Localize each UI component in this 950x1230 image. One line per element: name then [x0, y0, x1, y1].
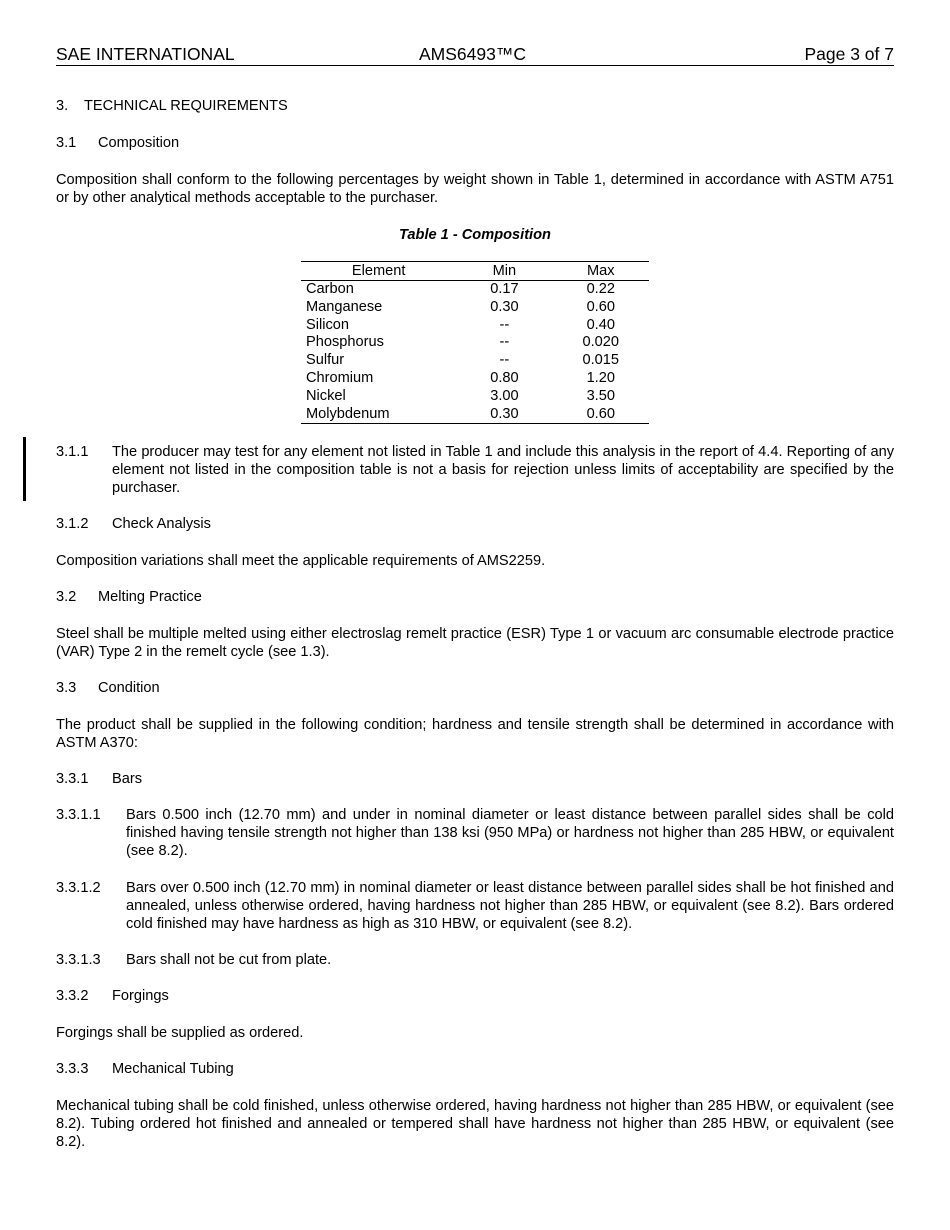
section-3-heading	[56, 97, 894, 115]
composition-table	[301, 261, 649, 424]
element-cell: Sulfur	[306, 352, 345, 369]
section-text: Bars over 0.500 inch (12.70 mm) in nominal diameter or least distance between parallel sides shall be hot finished and annealed, unless otherwise ordered, having hardness not higher than 285 HBW, or equivalent (see 8.2). Bars ordered cold finished may have hardness as high as 310 HBW, or equivalent (see 8.2).	[126, 880, 894, 932]
max-cell: 3.50	[586, 387, 615, 404]
max-cell: 0.020	[582, 334, 620, 351]
table-row	[301, 370, 649, 388]
melting-practice-paragraph: Steel shall be multiple melted using either electroslag remelt practice (ESR) Type 1 or vacuum arc consumable electrode practice (VAR) Type 2 in the remelt cycle (see 1.3).	[56, 626, 894, 660]
composition-paragraph: Composition shall conform to the following percentages by weight shown in Table 1, determined in accordance with ASTM A751 or by other analytical methods acceptable to the purchaser.	[56, 172, 894, 206]
section-title: Check Analysis	[112, 516, 211, 532]
min-cell: 3.00	[490, 387, 519, 404]
element-cell: Carbon	[306, 281, 354, 297]
table-row	[301, 317, 649, 335]
mechanical-tubing-paragraph: Mechanical tubing shall be cold finished, unless otherwise ordered, having hardness not higher than 285 HBW, or equivalent (see 8.2). Tubing ordered hot finished and annealed or tempered shall have hardness not higher than 285 HBW, or equivalent (see 8.2).	[56, 1098, 894, 1150]
section-number: 3.3.1.1	[56, 807, 101, 823]
section-number: 3.3.1.3	[56, 952, 101, 968]
page-header	[56, 43, 894, 66]
header-org: SAE INTERNATIONAL	[56, 44, 235, 64]
min-cell: --	[499, 334, 510, 351]
section-3-1-2-heading	[56, 515, 894, 533]
column-header: Min	[456, 262, 552, 281]
section-number: 3.3.1.2	[56, 880, 101, 896]
section-number: 3.2	[56, 589, 77, 605]
table-row	[301, 406, 649, 424]
max-cell: 1.20	[586, 369, 615, 386]
section-title: Melting Practice	[98, 589, 202, 605]
section-3-3-2-heading	[56, 987, 894, 1005]
section-title: Forgings	[112, 988, 169, 1004]
min-cell: --	[499, 316, 510, 333]
table-header-row	[301, 262, 649, 281]
section-number: 3.1	[56, 135, 77, 151]
element-cell: Chromium	[306, 369, 374, 386]
section-number: 3.3.2	[56, 988, 89, 1004]
section-number: 3.3	[56, 680, 77, 696]
section-text: Bars 0.500 inch (12.70 mm) and under in nominal diameter or least distance between parallel sides shall be cold finished having tensile strength not higher than 138 ksi (950 MPa) or hardness not higher than 285 HBW, or equivalent (see 8.2).	[126, 807, 894, 859]
section-3-3-1-3	[56, 951, 894, 969]
section-3-1-1	[56, 443, 894, 497]
max-cell: 0.60	[553, 406, 649, 424]
table-row	[301, 352, 649, 370]
element-cell: Nickel	[306, 387, 346, 404]
section-number: 3.	[56, 98, 69, 114]
header-doc-number: AMS6493™C	[419, 44, 526, 64]
section-3-3-1-1	[56, 806, 894, 860]
max-cell: 0.22	[586, 281, 615, 297]
max-cell: 0.60	[586, 298, 615, 315]
min-cell: --	[499, 352, 510, 369]
max-cell: 0.40	[586, 316, 615, 333]
section-3-1-heading	[56, 134, 894, 152]
header-page-number: Page 3 of 7	[804, 44, 894, 64]
forgings-paragraph: Forgings shall be supplied as ordered.	[56, 1025, 304, 1041]
section-text: The producer may test for any element not listed in Table 1 and include this analysis in the report of 4.4. Reporting of any element not listed in the composition table is not a basis for rejection unless limits of acceptability are specified by the purchaser.	[112, 444, 894, 496]
section-number: 3.1.2	[56, 516, 89, 532]
section-3-3-3-heading	[56, 1060, 894, 1078]
table-row	[301, 299, 649, 317]
section-title: TECHNICAL REQUIREMENTS	[84, 98, 288, 114]
column-header: Element	[301, 262, 456, 281]
section-3-3-heading	[56, 679, 894, 697]
element-cell: Silicon	[306, 316, 349, 333]
min-cell: 0.30	[456, 406, 552, 424]
table-caption: Table 1 - Composition	[399, 227, 551, 243]
section-number: 3.1.1	[56, 444, 89, 460]
element-cell: Molybdenum	[301, 406, 456, 424]
min-cell: 0.17	[490, 281, 519, 297]
section-text: Bars shall not be cut from plate.	[126, 952, 332, 968]
section-3-3-1-2	[56, 879, 894, 933]
section-number: 3.3.1	[56, 771, 89, 787]
section-title: Mechanical Tubing	[112, 1061, 234, 1077]
section-title: Bars	[112, 771, 143, 787]
max-cell: 0.015	[582, 352, 620, 369]
section-title: Condition	[98, 680, 160, 696]
table-row	[301, 388, 649, 406]
section-3-2-heading	[56, 588, 894, 606]
element-cell: Phosphorus	[306, 334, 384, 351]
table-row	[301, 281, 649, 299]
section-title: Composition	[98, 135, 180, 151]
min-cell: 0.30	[490, 298, 519, 315]
section-number: 3.3.3	[56, 1061, 89, 1077]
condition-paragraph: The product shall be supplied in the following condition; hardness and tensile strength shall be determined in accordance with ASTM A370:	[56, 717, 894, 751]
revision-change-bar	[23, 437, 26, 501]
column-header: Max	[553, 262, 649, 281]
element-cell: Manganese	[306, 298, 383, 315]
table-row	[301, 334, 649, 352]
check-analysis-paragraph: Composition variations shall meet the applicable requirements of AMS2259.	[56, 553, 546, 569]
section-3-3-1-heading	[56, 770, 894, 788]
min-cell: 0.80	[490, 369, 519, 386]
